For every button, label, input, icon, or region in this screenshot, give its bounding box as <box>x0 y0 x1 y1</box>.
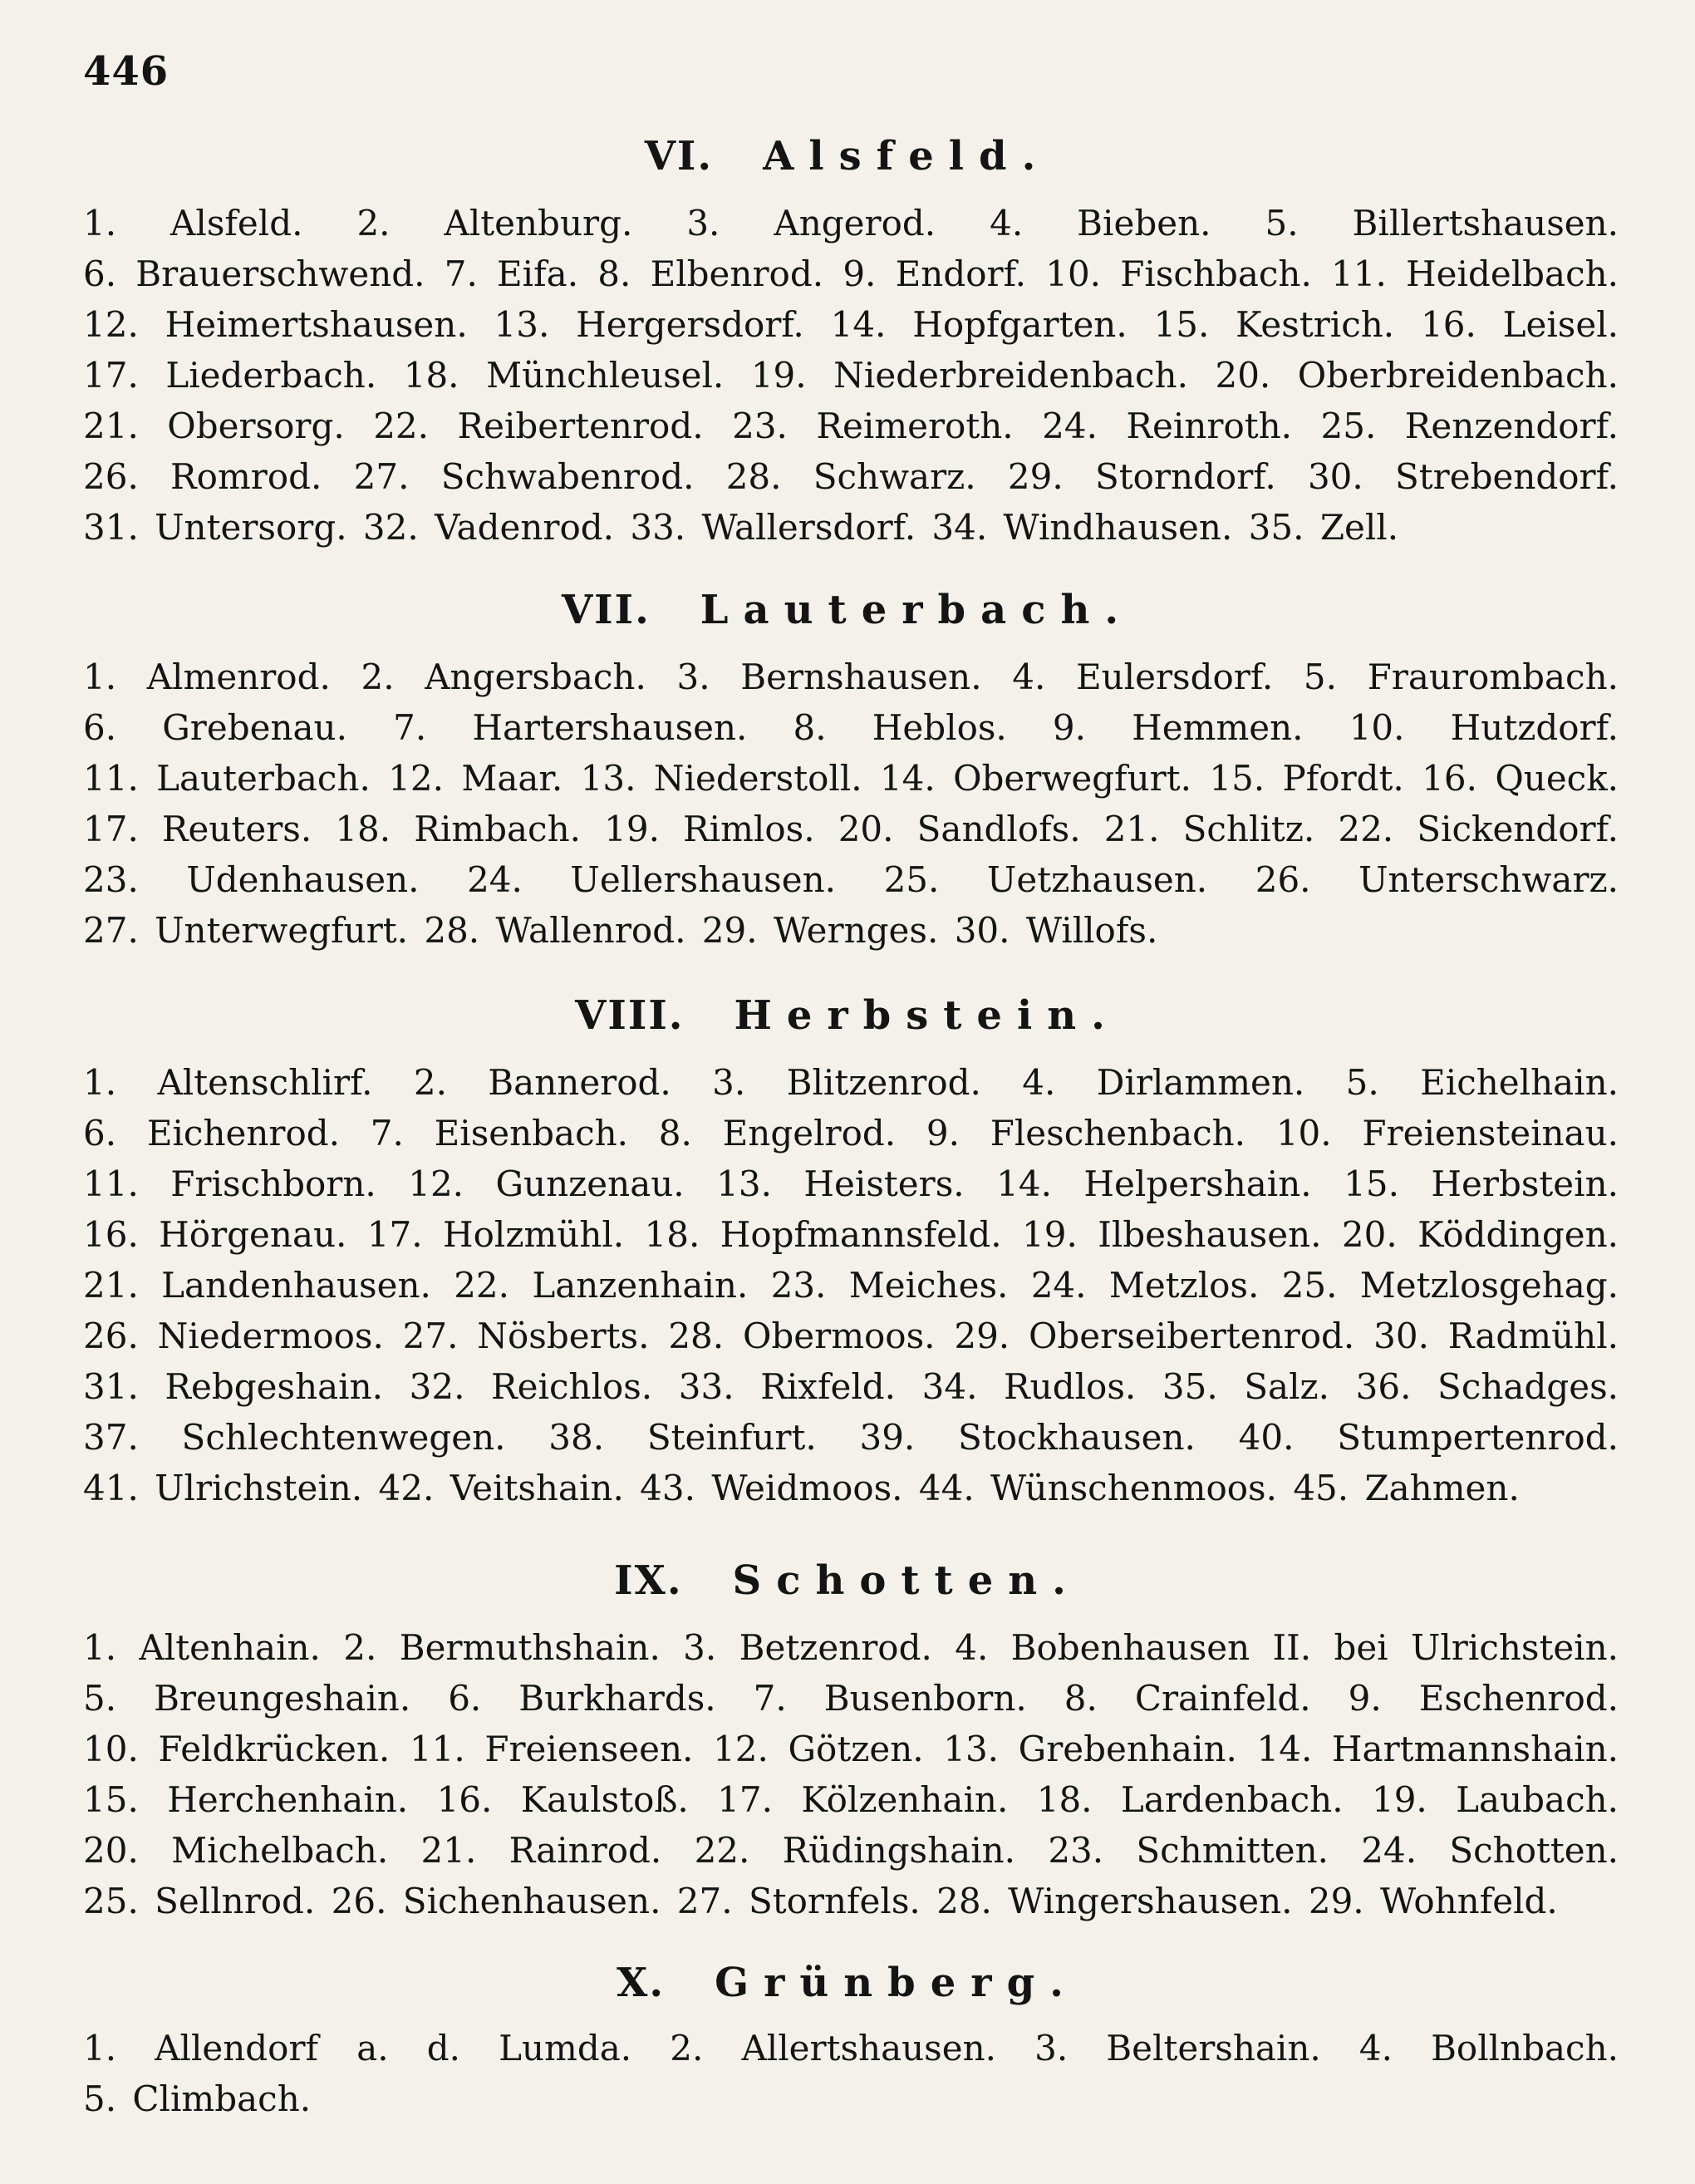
place-entry: 18. Rimbach. <box>335 809 581 849</box>
place-entry: 12. Götzen. <box>713 1729 924 1769</box>
place-entry: 15. Herchenhain. <box>83 1779 409 1820</box>
section-numeral: VI. <box>644 133 714 180</box>
section-body-viii <box>83 1057 1619 1513</box>
place-entry: 33. Rixfeld. <box>678 1366 897 1407</box>
place-entry: 44. Wünschenmoos. <box>918 1468 1277 1508</box>
place-entry: 20. Michelbach. <box>83 1830 389 1871</box>
place-entry: 5. Fraurombach. <box>1303 657 1619 697</box>
place-entry: 1. Altenschlirf. <box>83 1062 373 1103</box>
place-entry: 38. Steinfurt. <box>548 1417 817 1458</box>
place-entry: 6. Burkhards. <box>448 1678 716 1719</box>
place-entry: 42. Veitshain. <box>378 1468 624 1508</box>
place-entry: 26. Romrod. <box>83 456 322 497</box>
place-entry: 37. Schlechtenwegen. <box>83 1417 506 1458</box>
place-entry: 45. Zahmen. <box>1293 1468 1520 1508</box>
place-entry: 17. Holzmühl. <box>366 1214 625 1255</box>
place-entry: 26. Unterschwarz. <box>1255 859 1619 900</box>
place-entry: 20. Oberbreidenbach. <box>1215 355 1619 396</box>
place-entry: 2. Bannerod. <box>413 1062 671 1103</box>
place-entry: 14. Oberwegfurt. <box>879 758 1191 799</box>
place-entry: 11. Frischborn. <box>83 1163 376 1204</box>
place-entry: 12. Maar. <box>388 758 563 799</box>
place-entry: 4. Bieben. <box>990 203 1211 243</box>
place-entry: 1. Alsfeld. <box>83 203 303 243</box>
place-entry: 11. Lauterbach. <box>83 758 371 799</box>
place-entry: 43. Weidmoos. <box>640 1468 903 1508</box>
place-entry: 17. Liederbach. <box>83 355 377 396</box>
place-entry: 14. Helpershain. <box>996 1163 1312 1204</box>
place-entry: 17. Reuters. <box>83 809 312 849</box>
place-entry: 7. Busenborn. <box>753 1678 1027 1719</box>
place-entry: 6. Grebenau. <box>83 707 347 748</box>
place-entry: 6. Eichenrod. <box>83 1113 341 1153</box>
place-entry: 26. Niedermoos. <box>83 1316 384 1356</box>
section-name: Schotten. <box>732 1557 1081 1604</box>
place-entry: 26. Sichenhausen. <box>331 1881 661 1921</box>
place-entry: 16. Leisel. <box>1421 304 1619 345</box>
place-entry: 24. Metzlos. <box>1030 1265 1260 1306</box>
place-entry: 24. Schotten. <box>1361 1830 1619 1871</box>
place-entry: 19. Rimlos. <box>604 809 815 849</box>
place-entry: 8. Crainfeld. <box>1064 1678 1311 1719</box>
place-entry: 21. Rainrod. <box>420 1830 662 1871</box>
place-entry: 30. Strebendorf. <box>1307 456 1619 497</box>
place-entry: 8. Elbenrod. <box>597 253 824 294</box>
place-entry: 31. Untersorg. <box>83 507 347 548</box>
place-entry: 10. Hutzdorf. <box>1349 707 1619 748</box>
place-entry: 18. Hopfmannsfeld. <box>644 1214 1002 1255</box>
place-entry: 3. Bernshausen. <box>676 657 982 697</box>
place-entry: 29. Wohnfeld. <box>1308 1881 1558 1921</box>
place-entry: 32. Vadenrod. <box>362 507 614 548</box>
section-heading-vii <box>0 587 1695 633</box>
place-entry: 1. Allendorf a. d. Lumda. <box>83 2028 632 2068</box>
place-entry: 31. Rebgeshain. <box>83 1366 383 1407</box>
place-entry: 29. Storndorf. <box>1007 456 1276 497</box>
place-entry: 3. Angerod. <box>686 203 936 243</box>
section-body-vii <box>83 652 1619 956</box>
place-entry: 5. Breungeshain. <box>83 1678 411 1719</box>
place-entry: 5. Billertshausen. <box>1265 203 1619 243</box>
place-entry: 10. Feldkrücken. <box>83 1729 391 1769</box>
place-entry: 34. Windhausen. <box>931 507 1233 548</box>
place-entry: 39. Stockhausen. <box>859 1417 1196 1458</box>
place-entry: 10. Freiensteinau. <box>1275 1113 1619 1153</box>
place-entry: 32. Reichlos. <box>409 1366 653 1407</box>
place-entry: 35. Salz. <box>1162 1366 1330 1407</box>
place-entry: 19. Laubach. <box>1371 1779 1619 1820</box>
place-entry: 25. Sellnrod. <box>83 1881 316 1921</box>
place-entry: 29. Wernges. <box>701 910 939 951</box>
section-numeral: VIII. <box>575 992 685 1039</box>
place-entry: 4. Bollnbach. <box>1358 2028 1619 2068</box>
place-entry: 18. Lardenbach. <box>1036 1779 1344 1820</box>
section-heading-x <box>0 1960 1695 2006</box>
place-entry: 15. Pfordt. <box>1209 758 1404 799</box>
section-numeral: VII. <box>561 587 651 633</box>
section-body-vi <box>83 198 1619 553</box>
place-entry: 16. Queck. <box>1422 758 1619 799</box>
place-entry: 12. Gunzenau. <box>408 1163 685 1204</box>
place-entry: 27. Nösberts. <box>402 1316 650 1356</box>
place-entry: 24. Reinroth. <box>1042 406 1293 446</box>
place-entry: 4. Eulersdorf. <box>1012 657 1274 697</box>
place-entry: 4. Bobenhausen II. bei Ulrichstein. <box>955 1627 1619 1668</box>
place-entry: 7. Eisenbach. <box>370 1113 629 1153</box>
place-entry: 21. Landenhausen. <box>83 1265 431 1306</box>
place-entry: 5. Eichelhain. <box>1345 1062 1619 1103</box>
place-entry: 36. Schadges. <box>1355 1366 1619 1407</box>
place-entry: 12. Heimertshausen. <box>83 304 468 345</box>
place-entry: 2. Altenburg. <box>356 203 633 243</box>
place-entry: 9. Endorf. <box>843 253 1026 294</box>
place-entry: 7. Eifa. <box>444 253 579 294</box>
place-entry: 24. Uellershausen. <box>467 859 836 900</box>
section-heading-viii <box>0 992 1695 1039</box>
place-entry: 30. Willofs. <box>954 910 1158 951</box>
place-entry: 22. Rüdingshain. <box>694 1830 1016 1871</box>
place-entry: 23. Schmitten. <box>1048 1830 1329 1871</box>
place-entry: 22. Reibertenrod. <box>373 406 704 446</box>
place-entry: 23. Reimeroth. <box>732 406 1014 446</box>
place-entry: 3. Blitzenrod. <box>712 1062 981 1103</box>
place-entry: 1. Almenrod. <box>83 657 331 697</box>
place-entry: 6. Brauerschwend. <box>83 253 425 294</box>
place-entry: 25. Metzlosgehag. <box>1281 1265 1619 1306</box>
place-entry: 5. Climbach. <box>83 2078 312 2119</box>
place-entry: 30. Radmühl. <box>1373 1316 1619 1356</box>
place-entry: 19. Ilbeshausen. <box>1022 1214 1322 1255</box>
place-entry: 4. Dirlammen. <box>1022 1062 1305 1103</box>
place-entry: 25. Renzendorf. <box>1320 406 1619 446</box>
place-entry: 21. Obersorg. <box>83 406 345 446</box>
place-entry: 27. Stornfels. <box>676 1881 921 1921</box>
place-entry: 17. Kölzenhain. <box>717 1779 1009 1820</box>
place-entry: 9. Fleschenbach. <box>926 1113 1246 1153</box>
place-entry: 9. Hemmen. <box>1052 707 1304 748</box>
place-entry: 13. Heisters. <box>716 1163 965 1204</box>
place-entry: 13. Hergersdorf. <box>494 304 804 345</box>
place-entry: 9. Eschenrod. <box>1348 1678 1619 1719</box>
place-entry: 20. Köddingen. <box>1341 1214 1619 1255</box>
place-entry: 1. Altenhain. <box>83 1627 321 1668</box>
section-heading-ix <box>0 1557 1695 1604</box>
place-entry: 33. Wallersdorf. <box>630 507 916 548</box>
place-entry: 40. Stumpertenrod. <box>1238 1417 1619 1458</box>
place-entry: 8. Engelrod. <box>658 1113 897 1153</box>
place-entry: 20. Sandlofs. <box>838 809 1081 849</box>
place-entry: 14. Hopfgarten. <box>830 304 1128 345</box>
place-entry: 28. Obermoos. <box>668 1316 936 1356</box>
section-name: Alsfeld. <box>763 133 1051 180</box>
place-entry: 28. Wallenrod. <box>424 910 686 951</box>
place-entry: 19. Niederbreidenbach. <box>750 355 1188 396</box>
place-entry: 11. Freienseen. <box>409 1729 694 1769</box>
place-entry: 15. Kestrich. <box>1153 304 1395 345</box>
place-entry: 16. Kaulstoß. <box>436 1779 689 1820</box>
place-entry: 14. Hartmannshain. <box>1256 1729 1619 1769</box>
place-entry: 28. Wingershausen. <box>936 1881 1293 1921</box>
place-entry: 13. Niederstoll. <box>580 758 862 799</box>
section-body-ix <box>83 1622 1619 1926</box>
section-numeral: IX. <box>614 1557 683 1604</box>
place-entry: 7. Hartershausen. <box>393 707 748 748</box>
place-entry: 21. Schlitz. <box>1103 809 1315 849</box>
place-entry: 13. Grebenhain. <box>943 1729 1237 1769</box>
section-body-x <box>83 2023 1619 2124</box>
place-entry: 23. Meiches. <box>770 1265 1009 1306</box>
place-entry: 34. Rudlos. <box>921 1366 1137 1407</box>
section-name: Grünberg. <box>715 1960 1078 2006</box>
place-entry: 10. Fischbach. <box>1045 253 1312 294</box>
section-name: Lauterbach. <box>700 587 1134 633</box>
place-entry: 8. Heblos. <box>793 707 1007 748</box>
place-entry: 29. Oberseibertenrod. <box>954 1316 1355 1356</box>
place-entry: 27. Schwabenrod. <box>353 456 695 497</box>
page-number: 446 <box>83 48 170 95</box>
place-entry: 15. Herbstein. <box>1344 1163 1619 1204</box>
place-entry: 3. Betzenrod. <box>683 1627 932 1668</box>
place-entry: 25. Uetzhausen. <box>883 859 1208 900</box>
place-entry: 16. Hörgenau. <box>83 1214 347 1255</box>
section-heading-vi <box>0 133 1695 180</box>
place-entry: 35. Zell. <box>1248 507 1399 548</box>
section-numeral: X. <box>617 1960 666 2006</box>
place-entry: 22. Sickendorf. <box>1338 809 1619 849</box>
section-name: Herbstein. <box>734 992 1120 1039</box>
place-entry: 28. Schwarz. <box>725 456 976 497</box>
place-entry: 2. Bermuthshain. <box>343 1627 661 1668</box>
place-entry: 18. Münchleusel. <box>403 355 725 396</box>
place-entry: 11. Heidelbach. <box>1331 253 1619 294</box>
place-entry: 2. Allertshausen. <box>670 2028 996 2068</box>
place-entry: 41. Ulrichstein. <box>83 1468 363 1508</box>
place-entry: 2. Angersbach. <box>361 657 646 697</box>
place-entry: 27. Unterwegfurt. <box>83 910 408 951</box>
place-entry: 22. Lanzenhain. <box>454 1265 749 1306</box>
place-entry: 23. Udenhausen. <box>83 859 420 900</box>
place-entry: 3. Beltershain. <box>1034 2028 1321 2068</box>
